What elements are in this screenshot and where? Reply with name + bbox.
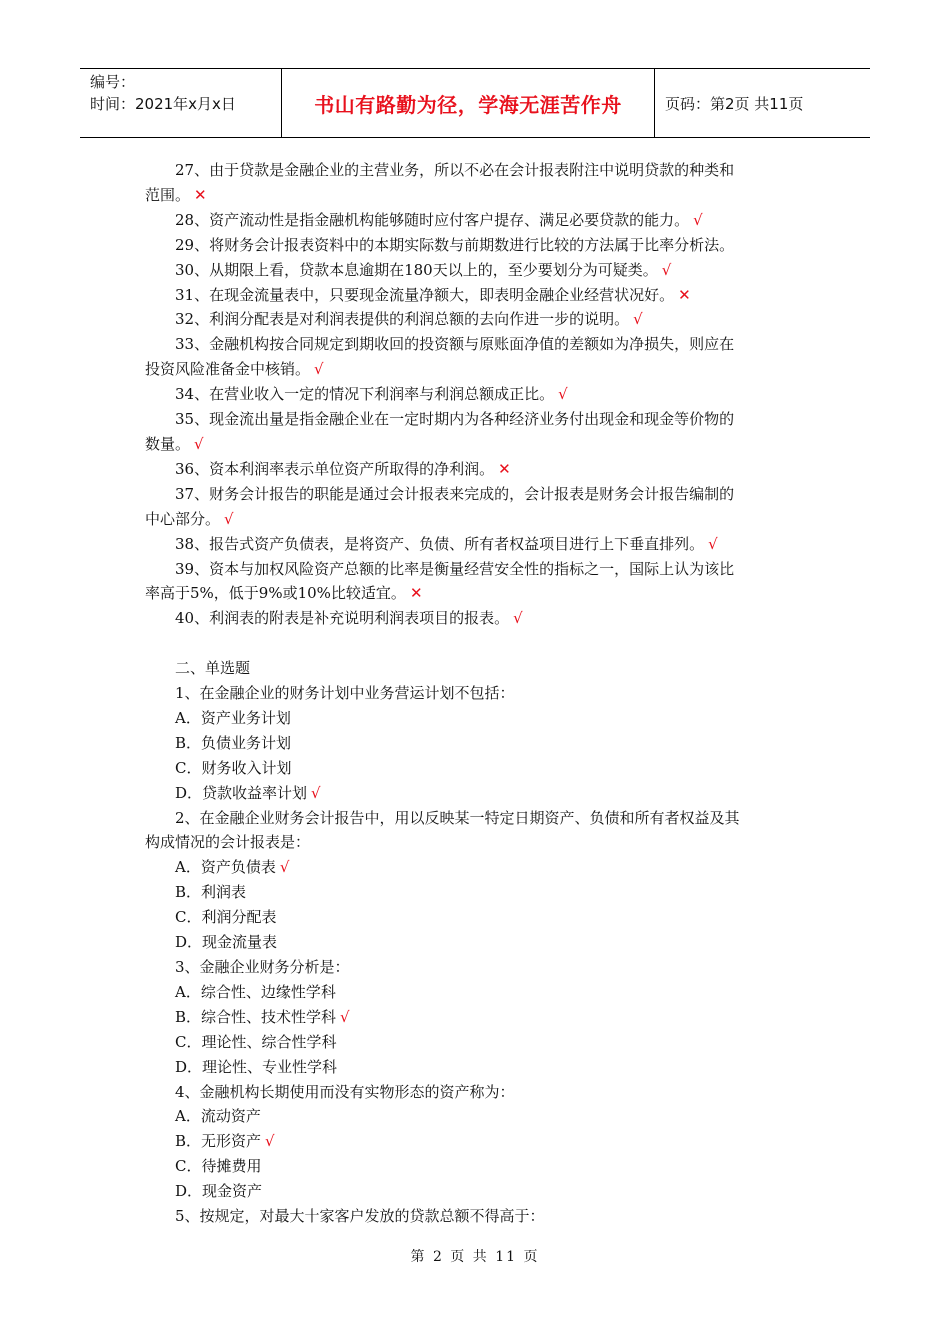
header-motto [282,69,655,137]
text-line [145,781,810,806]
line-text: A．综合性、边缘性学科 [175,982,336,1001]
line-text: 2、在金融企业财务会计报告中，用以反映某一特定日期资产、负债和所有者权益及其 [175,808,740,827]
line-text: 5、按规定，对最大十家客户发放的贷款总额不得高于： [175,1207,545,1226]
text-line [145,208,810,233]
line-text: 投资风险准备金中核销。 [145,360,311,379]
cross-mark-icon: ✕ [498,459,511,478]
text-line [145,482,810,507]
text-line [145,283,810,308]
line-text: B．利润表 [175,883,247,902]
check-mark-icon: √ [224,509,234,528]
motto-text: 书山有路勤为径，学海无涯苦作舟 [314,92,622,117]
text-line [145,880,810,905]
text-line [145,1154,810,1179]
text-line [145,1204,810,1229]
text-line [145,1179,810,1204]
cross-mark-icon: ✕ [194,185,207,204]
line-text: 27、由于贷款是金融企业的主营业务，所以不必在会计报表附注中说明贷款的种类和 [175,161,735,179]
text-line [145,507,810,532]
text-line [145,557,810,582]
line-text: A．资产业务计划 [175,708,291,727]
line-text: 1、在金融企业的财务计划中业务营运计划不包括： [175,684,515,703]
text-line [145,581,810,606]
line-text: 36、资本利润率表示单位资产所取得的净利润。 [175,459,495,478]
header-page-number: 页码：第2页 共11页 [665,94,804,113]
line-text: 34、在营业收入一定的情况下利润率与利润总额成正比。 [175,385,555,404]
line-text: 38、报告式资产负债表，是将资产、负债、所有者权益项目进行上下垂直排列。 [175,534,705,553]
line-text: 33、金融机构按合同规定到期收回的投资额与原账面净值的差额如为净损失，则应在 [175,335,735,354]
cross-mark-icon: ✕ [678,285,691,304]
document-date: 时间：2021年x月x日 [90,95,236,113]
check-mark-icon: √ [661,260,672,279]
line-text: D．贷款收益率计划 [175,783,308,802]
line-text: C．待摊费用 [175,1157,262,1176]
check-mark-icon: √ [693,210,703,229]
line-text: 37、财务会计报告的职能是通过会计报表来完成的，会计报表是财务会计报告编制的 [175,484,735,503]
text-line [145,382,810,407]
text-line [145,233,810,258]
text-line [145,731,810,756]
line-text: D．现金流量表 [175,933,278,952]
text-line [145,183,810,208]
text-line [145,1080,810,1105]
text-line [145,656,810,681]
text-line [145,432,810,457]
line-text: B．负债业务计划 [175,733,292,752]
header-meta [80,69,282,137]
line-text: 率高于5%，低于9%或10%比较适宜。 [145,584,406,603]
text-line [145,1005,810,1030]
line-text: 3、金融企业财务分析是： [175,957,350,976]
text-line [145,532,810,557]
line-text: D．现金资产 [175,1182,263,1201]
text-line [145,930,810,955]
text-line [145,1104,810,1129]
line-text: B．无形资产 [175,1132,262,1151]
line-text: 中心部分。 [145,509,221,528]
text-line [145,830,810,855]
line-text: 4、金融机构长期使用而没有实物形态的资产称为： [175,1082,515,1101]
text-line [145,1055,810,1080]
text-line [145,407,810,432]
line-text: C．利润分配表 [175,908,277,927]
line-text: 35、现金流出量是指金融企业在一定时期内为各种经济业务付出现金和现金等价物的 [175,410,735,429]
text-line [145,905,810,930]
check-mark-icon: √ [513,609,523,628]
line-text: 28、资产流动性是指金融机构能够随时应付客户提存、满足必要贷款的能力。 [175,210,690,229]
cross-mark-icon: ✕ [409,584,423,603]
text-line [145,681,810,706]
text-line [145,806,810,831]
line-text: 二、单选题 [175,659,251,678]
document-number: 编号： [90,73,136,91]
line-text: B．综合性、技术性学科 [175,1007,337,1026]
page-footer: 第 2 页 共 11 页 [410,1249,540,1265]
check-mark-icon: √ [558,385,568,404]
check-mark-icon: √ [265,1132,275,1151]
line-text: 31、在现金流量表中，只要现金流量净额大，即表明金融企业经营状况好。 [175,285,675,304]
line-text: 数量。 [145,434,191,453]
check-mark-icon: √ [340,1007,350,1026]
document-body [145,158,810,1229]
text-line [145,756,810,781]
line-text: 40、利润表的附表是补充说明利润表项目的报表。 [175,609,510,628]
check-mark-icon: √ [194,434,204,453]
text-line [145,855,810,880]
text-line [145,1129,810,1154]
line-text: C．理论性、综合性学科 [175,1032,337,1051]
blank-line [145,631,810,656]
text-line [145,1030,810,1055]
line-text: 30、从期限上看，贷款本息逾期在180天以上的，至少要划分为可疑类。 [175,260,658,279]
text-line [145,606,810,631]
line-text: D．理论性、专业性学科 [175,1057,338,1076]
check-mark-icon: √ [279,858,290,877]
check-mark-icon: √ [314,360,324,379]
text-line [145,955,810,980]
text-line [145,307,810,332]
text-line [145,457,810,482]
line-text: C．财务收入计划 [175,758,292,777]
text-line [145,706,810,731]
page-header [80,68,870,138]
line-text: 构成情况的会计报表是： [145,833,311,852]
check-mark-icon: √ [311,783,321,802]
text-line [145,357,810,382]
line-text: A．流动资产 [175,1107,261,1126]
line-text: 29、将财务会计报表资料中的本期实际数与前期数进行比较的方法属于比率分析法。 [175,235,735,254]
line-text: A．资产负债表 [175,858,276,877]
check-mark-icon: √ [633,310,643,329]
line-text: 39、资本与加权风险资产总额的比率是衡量经营安全性的指标之一，国际上认为该比 [175,559,735,578]
text-line [145,980,810,1005]
text-line [145,158,810,183]
text-line [145,258,810,283]
text-line [145,332,810,357]
line-text: 32、利润分配表是对利润表提供的利润总额的去向作进一步的说明。 [175,310,630,329]
check-mark-icon: √ [708,534,718,553]
line-text: 范围。 [145,185,191,204]
